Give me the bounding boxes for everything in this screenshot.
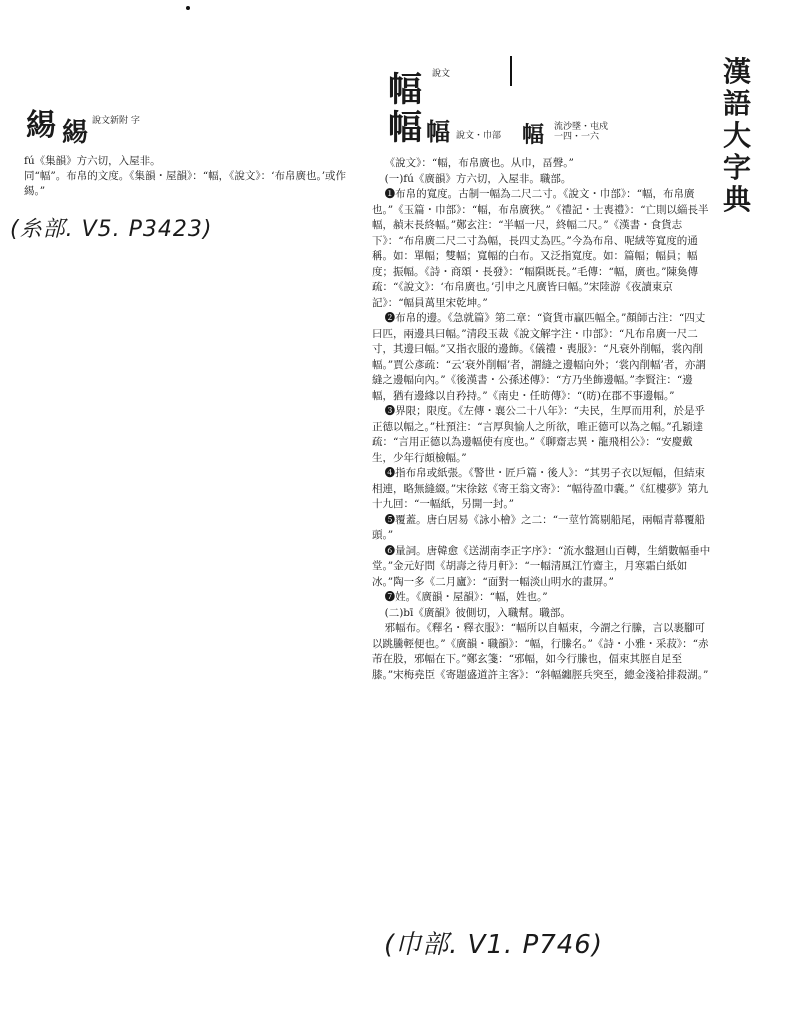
entry-paragraph: (一)fú《廣韻》方六切，入屋非。職部。 (384, 172, 572, 185)
head-variant: 幅 (388, 108, 422, 148)
title-char: 語 (722, 87, 751, 120)
left-line-pronunciation: fú《集韻》方六切，入屋非。 (24, 155, 161, 167)
right-handwritten-reference: (巾部. V1. P746) (384, 930, 603, 960)
entry-paragraph: ❹指布帛或紙張。《警世・匠戶篇・後人》：“其男子衣以短幅，但結束相連，略無縫綴。”宋徐鉉《寄王翁文寄》：“幅待盈巾囊。”《紅樓夢》第九十九回：“一幅紙，另開一封。” (372, 467, 709, 510)
entry-paragraph: ❻量詞。唐韓愈《送湖南李正字序》：“流水盤迴山百轉，生綃數幅垂中堂。”金元好問《胡壽之待月軒》：“一幅清風江竹齋主，月寒霜白紙如冰。”陶一多《二月廬》：“面對一幅淡山明水的畫屏。” (372, 544, 711, 588)
entry-body (372, 156, 712, 683)
dictionary-title-vertical (720, 56, 754, 216)
variant-small-2: 幅 (522, 122, 545, 148)
variant-source-1: 說文・巾部 (456, 131, 502, 141)
speck-mark (186, 6, 190, 10)
left-source-note: 說文新附 字 (92, 116, 140, 126)
title-char: 字 (722, 151, 751, 184)
left-head-variant: 緆 (62, 118, 89, 148)
title-char: 大 (722, 119, 751, 152)
head-character: 幅 (388, 70, 422, 110)
entry-paragraph: ❺覆蓋。唐白居易《詠小檜》之二：“一莖竹篙剔船尾，兩幅青幕覆船頭。” (372, 513, 705, 541)
entry-paragraph: (二)bī《廣韻》彼側切，入職幫。職部。 (384, 606, 571, 619)
column-divider-mark (510, 56, 512, 86)
left-line-definition: 同“幅”。布帛的文度。《集韻・屋韻》：“幅，《說文》：‘布帛廣也。’或作緆。” (24, 170, 347, 197)
variant-source-2: 流沙墜・屯戍 一四・一六 (554, 122, 609, 142)
entry-paragraph: ❷布帛的邊。《急就篇》第二章：“資貨市贏匹幅全。”顏師古注：“四丈曰匹，兩邊具曰幅。”清段玉裁《說文解字注・巾部》：“凡布帛廣一尺二寸，其邊曰幅。”又指衣服的邊飾。《儀禮・喪服》：“凡衰外削幅，裳內削幅。”賈公彥疏：“云‘衰外削幅’者，謂縫之邊幅向外；‘裳內削幅’者，亦謂縫之邊幅向內。”《後漢書・公孫述傳》：“方乃坐飾邊幅。”李賢注：“邊幅，猶有邊緣以自矜持。”《南史・任昉傳》：“(昉)在郡不事邊幅。” (372, 312, 706, 402)
title-char: 漢 (722, 55, 751, 88)
left-head-character: 緆 (26, 108, 57, 143)
left-handwritten-reference: (糸部. V5. P3423) (10, 217, 213, 242)
entry-paragraph: ❼姓。《廣韻・屋韻》：“幅，姓也。” (384, 591, 548, 603)
variant-small: 幅 (426, 117, 450, 146)
entry-paragraph: 《說文》：“幅，布帛廣也。从巾，畐聲。” (384, 157, 574, 169)
left-entry-text (24, 154, 364, 199)
title-char: 典 (722, 183, 751, 216)
head-note: 說文 (432, 69, 451, 79)
entry-paragraph: ❶布帛的寬度。古制一幅為二尺二寸。《說文・巾部》：“幅，布帛廣也。”《玉篇・巾部》：“幅，布帛廣狹。”《禮記・士喪禮》：“亡則以緇長半幅，赬末長終幅。”鄭玄注：“半幅一尺，終幅二尺。”《漢書・食貨志下》：“布帛廣二尺二寸為幅，長四丈為匹。”今為布帛、呢絨等寬度的通稱。如：單幅；雙幅；寬幅的白布。又泛指寬度。如：篇幅；幅員；幅度；振幅。《詩・商頌・長發》：“幅隕既長。”毛傳：“幅，廣也。”陳奐傳疏：“《說文》：‘布帛廣也。’引申之凡廣皆曰幅。”宋陸游《夜讀東京記》：“幅員萬里宋乾坤。” (372, 188, 709, 309)
entry-paragraph: 邪幅布。《釋名・釋衣服》：“幅所以自幅束，今謂之行縢，言以裹腳可以跳騰輕便也。”《廣韻・職韻》：“幅，行縢名。”《詩・小雅・采菽》：“赤芾在股，邪幅在下。”鄭玄箋：“邪幅，如今行縢也，偪束其脛自足至膝。”宋梅堯臣《寄題盛道許主客》：“斜幅纏脛兵突至，總金淺袷排殺湖。” (372, 622, 709, 681)
entry-paragraph: ❸界限；限度。《左傳・襄公二十八年》：“夫民，生厚而用利，於是乎正德以幅之。”杜預注：“言厚與愉人之所欲，唯正德可以為之幅。”孔穎達疏：“言用正德以為邊幅使有度也。”《聊齋志異・龍飛相公》：“安慶戴生，少年行頗檢幅。” (372, 405, 705, 464)
